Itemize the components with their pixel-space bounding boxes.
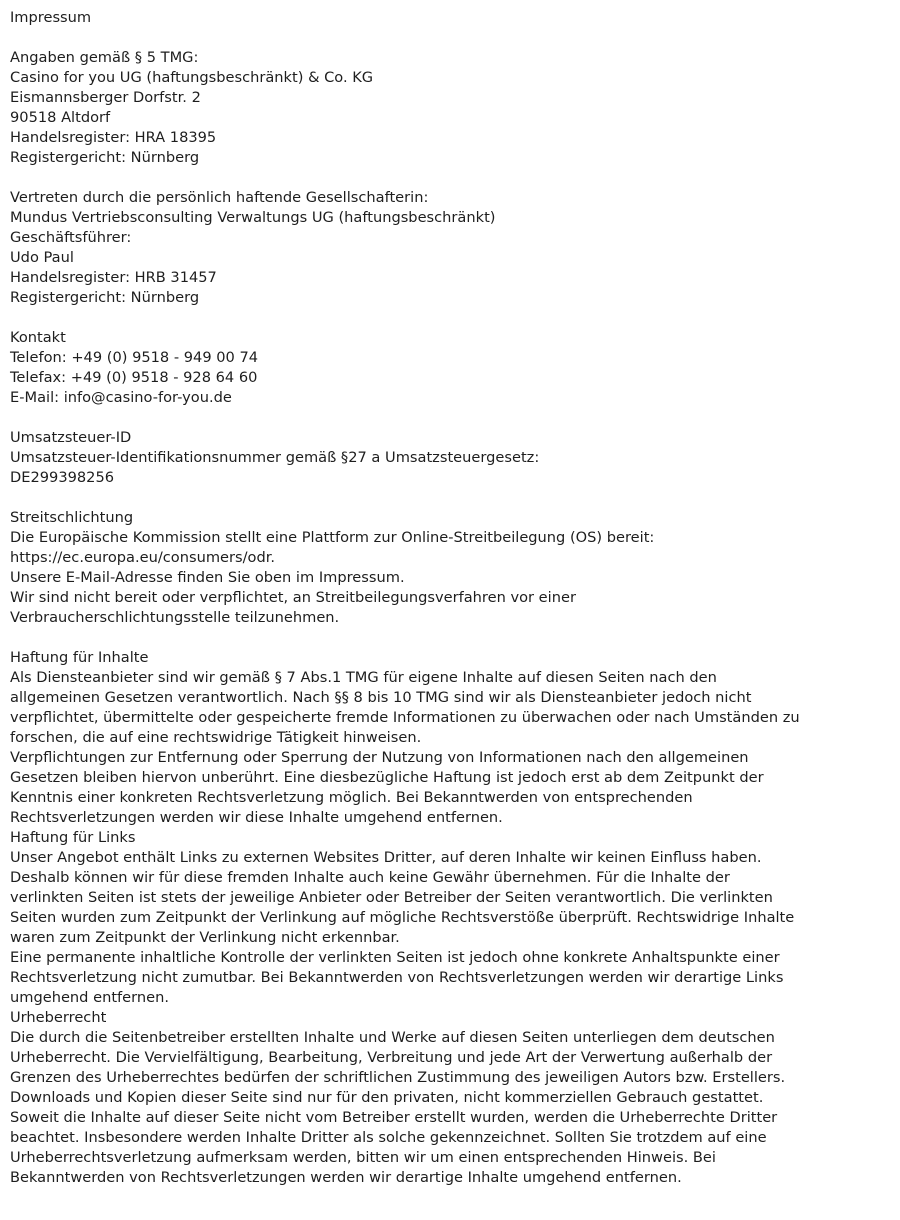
vat-heading: Umsatzsteuer-ID: [10, 429, 132, 446]
representation-court: Registergericht: Nürnberg: [10, 289, 200, 306]
representation-section: [10, 188, 890, 308]
spacer: [10, 168, 890, 188]
dispute-section: [10, 508, 890, 628]
dispute-text-line: Wir sind nicht bereit oder verpflichtet, an Streitbeilegungsverfahren vor einer: [10, 589, 576, 606]
contact-phone: Telefon: +49 (0) 9518 - 949 00 74: [10, 349, 259, 366]
impressum-page: [10, 8, 890, 1188]
liability-links-heading: Haftung für Links: [10, 829, 136, 846]
liability-content-line: verpflichtet, übermittelte oder gespeicherte fremde Informationen zu überwachen oder nach Umständen zu: [10, 709, 800, 726]
representation-heading: Vertreten durch die persönlich haftende Gesellschafterin:: [10, 189, 429, 206]
liability-links-line: Rechtsverletzung nicht zumutbar. Bei Bekanntwerden von Rechtsverletzungen werden wir derartige Links: [10, 969, 784, 986]
copyright-line: Urheberrecht. Die Vervielfältigung, Bearbeitung, Verbreitung und jede Art der Verwertung außerhalb der: [10, 1049, 773, 1066]
liability-content-line: Verpflichtungen zur Entfernung oder Sperrung der Nutzung von Informationen nach den allgemeinen: [10, 749, 749, 766]
dispute-text-line: Unsere E-Mail-Adresse finden Sie oben im Impressum.: [10, 569, 405, 586]
liability-links-line: umgehend entfernen.: [10, 989, 170, 1006]
provider-heading: Angaben gemäß § 5 TMG:: [10, 49, 199, 66]
liability-links-line: waren zum Zeitpunkt der Verlinkung nicht erkennbar.: [10, 929, 400, 946]
contact-heading: Kontakt: [10, 329, 66, 346]
liability-content-heading: Haftung für Inhalte: [10, 649, 149, 666]
spacer: [10, 308, 890, 328]
copyright-line: Downloads und Kopien dieser Seite sind nur für den privaten, nicht kommerziellen Gebrauch gestattet.: [10, 1089, 764, 1106]
dispute-text-line: Verbraucherschlichtungsstelle teilzunehmen.: [10, 609, 340, 626]
copyright-line: Grenzen des Urheberrechtes bedürfen der schriftlichen Zustimmung des jeweiligen Autors bzw. Erstellers.: [10, 1069, 786, 1086]
manager-label: Geschäftsführer:: [10, 229, 132, 246]
copyright-line: Urheberrechtsverletzung aufmerksam werden, bitten wir um einen entsprechenden Hinweis. Bei: [10, 1149, 716, 1166]
provider-section: [10, 48, 890, 168]
manager-name: Udo Paul: [10, 249, 74, 266]
liability-content-section: [10, 648, 890, 828]
contact-fax: Telefax: +49 (0) 9518 - 928 64 60: [10, 369, 258, 386]
liability-content-line: allgemeinen Gesetzen verantwortlich. Nach §§ 8 bis 10 TMG sind wir als Diensteanbieter jedoch nicht: [10, 689, 752, 706]
email-link[interactable]: info@casino-for-you.de: [63, 389, 232, 406]
copyright-line: Bekanntwerden von Rechtsverletzungen werden wir derartige Inhalte umgehend entfernen.: [10, 1169, 682, 1186]
provider-street: Eismannsberger Dorfstr. 2: [10, 89, 201, 106]
spacer: [10, 408, 890, 428]
provider-city: 90518 Altdorf: [10, 109, 111, 126]
vat-section: [10, 428, 890, 488]
liability-links-line: Unser Angebot enthält Links zu externen Websites Dritter, auf deren Inhalte wir keinen Einfluss haben.: [10, 849, 762, 866]
spacer: [10, 28, 890, 48]
liability-links-line: verlinkten Seiten ist stets der jeweilige Anbieter oder Betreiber der Seiten verantwortlich. Die verlinkten: [10, 889, 773, 906]
contact-email-line: [10, 388, 890, 408]
liability-content-line: forschen, die auf eine rechtswidrige Tätigkeit hinweisen.: [10, 729, 422, 746]
contact-section: [10, 328, 890, 408]
email-label: E-Mail:: [10, 389, 64, 406]
liability-links-line: Eine permanente inhaltliche Kontrolle der verlinkten Seiten ist jedoch ohne konkrete Anhaltspunkte einer: [10, 949, 780, 966]
dispute-heading: Streitschlichtung: [10, 509, 134, 526]
spacer: [10, 488, 890, 508]
liability-content-line: Kenntnis einer konkreten Rechtsverletzung möglich. Bei Bekanntwerden von entsprechenden: [10, 789, 693, 806]
provider-register: Handelsregister: HRA 18395: [10, 129, 217, 146]
liability-content-line: Rechtsverletzungen werden wir diese Inhalte umgehend entfernen.: [10, 809, 503, 826]
spacer: [10, 628, 890, 648]
provider-company: Casino for you UG (haftungsbeschränkt) & Co. KG: [10, 69, 374, 86]
representation-company: Mundus Vertriebsconsulting Verwaltungs UG (haftungsbeschränkt): [10, 209, 496, 226]
page-title: Impressum: [10, 9, 92, 26]
vat-number: DE299398256: [10, 469, 115, 486]
vat-label: Umsatzsteuer-Identifikationsnummer gemäß §27 a Umsatzsteuergesetz:: [10, 449, 540, 466]
liability-links-line: Deshalb können wir für diese fremden Inhalte auch keine Gewähr übernehmen. Für die Inhalte der: [10, 869, 730, 886]
copyright-line: beachtet. Insbesondere werden Inhalte Dritter als solche gekennzeichnet. Sollten Sie trotzdem auf eine: [10, 1129, 767, 1146]
copyright-heading: Urheberrecht: [10, 1009, 107, 1026]
copyright-section: [10, 1008, 890, 1188]
representation-register: Handelsregister: HRB 31457: [10, 269, 217, 286]
liability-links-section: [10, 828, 890, 1008]
odr-link[interactable]: https://ec.europa.eu/consumers/odr.: [10, 549, 276, 566]
dispute-text-line: Die Europäische Kommission stellt eine Plattform zur Online-Streitbeilegung (OS) bereit:: [10, 529, 655, 546]
liability-content-line: Gesetzen bleiben hiervon unberührt. Eine diesbezügliche Haftung ist jedoch erst ab dem Zeitpunkt der: [10, 769, 764, 786]
copyright-line: Soweit die Inhalte auf dieser Seite nicht vom Betreiber erstellt wurden, werden die Urheberrechte Dritter: [10, 1109, 778, 1126]
provider-court: Registergericht: Nürnberg: [10, 149, 200, 166]
copyright-line: Die durch die Seitenbetreiber erstellten Inhalte und Werke auf diesen Seiten unterliegen dem deutschen: [10, 1029, 775, 1046]
liability-content-line: Als Diensteanbieter sind wir gemäß § 7 Abs.1 TMG für eigene Inhalte auf diesen Seiten nach den: [10, 669, 717, 686]
liability-links-line: Seiten wurden zum Zeitpunkt der Verlinkung auf mögliche Rechtsverstöße überprüft. Rechtswidrige Inhalte: [10, 909, 795, 926]
